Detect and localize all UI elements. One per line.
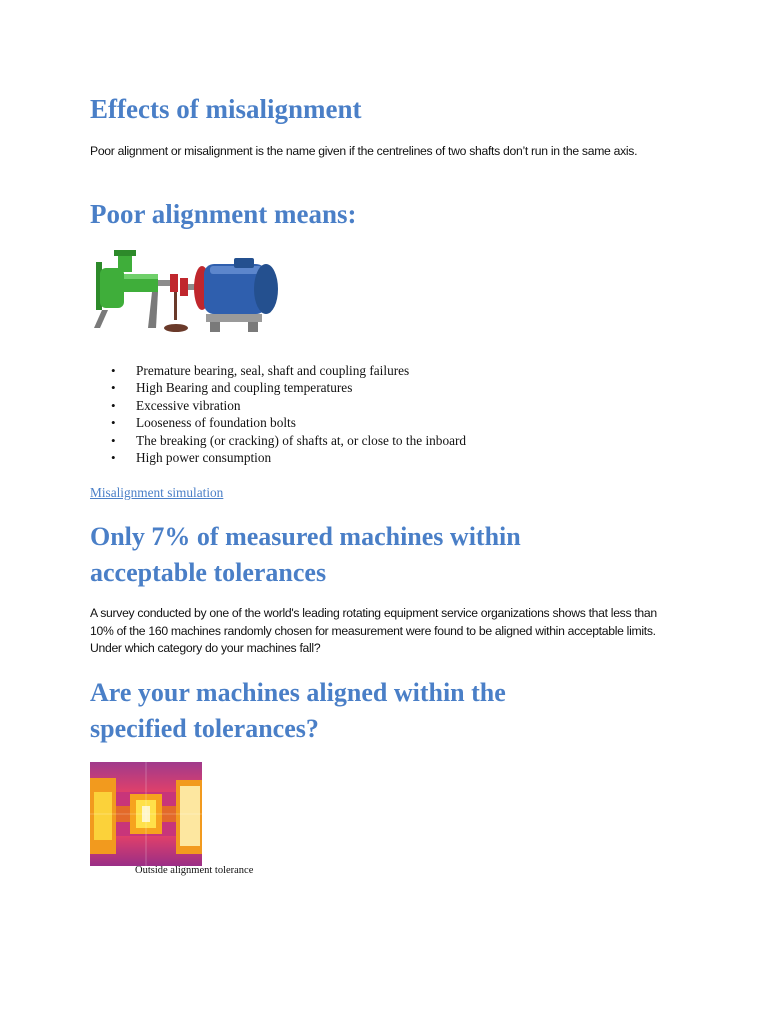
misalignment-simulation-link[interactable]: Misalignment simulation xyxy=(90,485,224,500)
heading-poor-alignment-means: Poor alignment means: xyxy=(90,199,357,229)
heading-only-7-percent-line-2: acceptable tolerances xyxy=(90,558,327,587)
heading-aligned-within-tolerances xyxy=(90,675,506,747)
thermal-image-caption: Outside alignment tolerance xyxy=(135,865,254,876)
heading-aligned-line-2: specified tolerances? xyxy=(90,714,319,743)
heading-effects-of-misalignment: Effects of misalignment xyxy=(90,94,362,124)
pump-motor-misalignment-illustration xyxy=(88,244,284,340)
motor-terminal-box xyxy=(234,258,254,268)
list-item: • High power consumption xyxy=(108,449,466,466)
list-item: • Premature bearing, seal, shaft and coupling failures xyxy=(108,362,466,379)
thermal-left-core xyxy=(94,792,112,840)
thermal-camera-image xyxy=(90,762,202,866)
heading-only-7-percent xyxy=(90,519,521,591)
heading-aligned-line-1: Are your machines aligned within the xyxy=(90,678,506,707)
pump-foot-left xyxy=(94,310,108,328)
coupling-half-left xyxy=(170,274,178,292)
pump-outlet-flange xyxy=(114,250,136,256)
motor-base xyxy=(206,314,262,322)
heading-only-7-percent-line-1: Only 7% of measured machines within xyxy=(90,522,521,551)
pump-casing xyxy=(100,268,124,308)
oil-puddle xyxy=(164,324,188,332)
motor-foot-left xyxy=(210,322,220,332)
consequences-list xyxy=(108,362,466,466)
pump-outlet xyxy=(118,254,132,272)
list-item: • Excessive vibration xyxy=(108,397,466,414)
coupling-half-right xyxy=(180,278,188,296)
motor-foot-right xyxy=(248,322,258,332)
thermal-right-core xyxy=(180,786,200,846)
list-item: • The breaking (or cracking) of shafts at, or close to the inboard xyxy=(108,432,466,449)
oil-drip xyxy=(174,292,177,320)
pump-foot-right xyxy=(148,292,158,328)
pump-shaft xyxy=(158,280,172,286)
list-item: • High Bearing and coupling temperatures xyxy=(108,379,466,396)
motor-rear-cover xyxy=(254,264,278,314)
pump-highlight xyxy=(124,274,158,279)
survey-paragraph: A survey conducted by one of the world's leading rotating equipment service organizations shows that less than 10% of the 160 machines randomly chosen for measurement were found to be aligned within acceptable limits. Under which category do your machines fall? xyxy=(90,606,657,655)
list-item: • Looseness of foundation bolts xyxy=(108,414,466,431)
intro-paragraph: Poor alignment or misalignment is the name given if the centrelines of two shafts don’t run in the same axis. xyxy=(90,144,638,158)
